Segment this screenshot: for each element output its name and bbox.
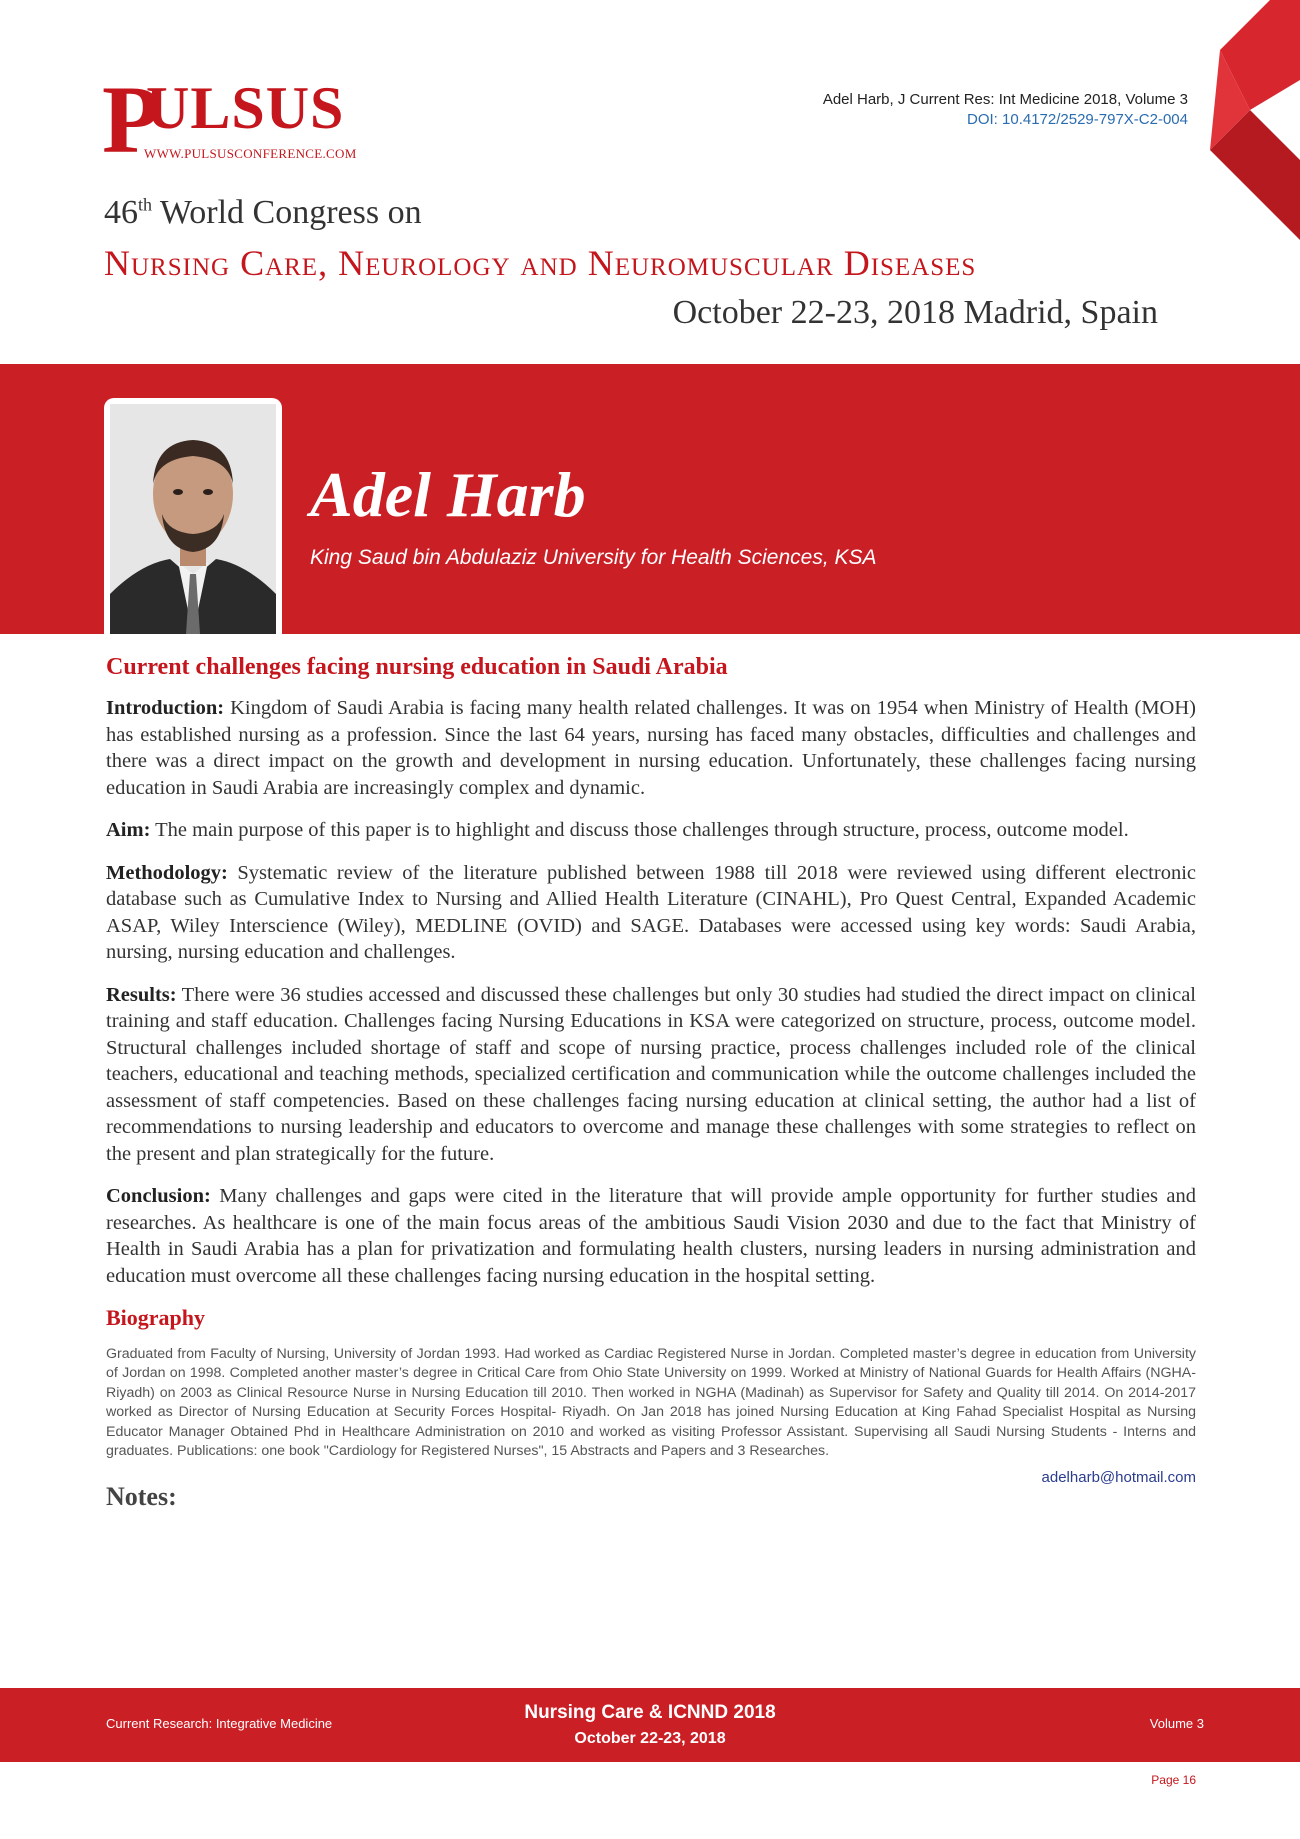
section-label: Conclusion:: [106, 1185, 211, 1207]
logo-url: WWW.PULSUSCONFERENCE.COM: [144, 146, 357, 161]
section-text: The main purpose of this paper is to highlight and discuss those challenges through structure, process, outcome model.: [150, 819, 1129, 841]
notes-heading: Notes:: [106, 1482, 177, 1512]
author-email-link[interactable]: adelharb@hotmail.com: [1041, 1469, 1196, 1487]
congress-topic: Nursing Care, Neurology and Neuromuscular Diseases: [104, 243, 977, 283]
citation-block: [823, 90, 1188, 130]
footer-event: Nursing Care & ICNND 2018: [524, 1702, 776, 1723]
abstract-content: [106, 654, 1196, 1512]
paper-title: Current challenges facing nursing education in Saudi Arabia: [106, 654, 728, 680]
pulsus-logo: [102, 66, 382, 173]
author-affiliation: King Saud bin Abdulaziz University for Health Sciences, KSA: [310, 546, 877, 569]
citation-line: Adel Harb, J Current Res: Int Medicine 2018, Volume 3: [822, 91, 1188, 108]
footer-dates: October 22-23, 2018: [574, 1730, 726, 1747]
biography-heading: Biography: [106, 1305, 206, 1330]
conclusion-paragraph: [106, 1183, 1196, 1289]
logo-initial: P: [102, 66, 161, 173]
section-text: Systematic review of the literature published between 1988 till 2018 were reviewed using different electronic database such as Cumulative Index to Nursing and Allied Health Literature (CINAHL), Pro Quest Central, Expanded Academic ASAP, Wiley Interscience (Wiley), MEDLINE (OVID) and SAGE. Databases were accessed using key words: Saudi Arabia, nursing, nursing education and challenges.: [106, 861, 1196, 963]
page-number: Page 16: [1151, 1773, 1196, 1787]
section-label: Methodology:: [106, 861, 228, 884]
section-text: Many challenges and gaps were cited in the literature that will provide ample opportunity for further studies and researches. As healthcare is one of the main focus areas of the ambitious Saudi Vision 2030 and due to the fact that Ministry of Health in Saudi Arabia has a plan for privatization and formulating health clusters, nursing leaders in nursing administration and education must overcome all these challenges facing nursing education in the hospital setting.: [106, 1185, 1196, 1287]
section-label: Aim:: [106, 819, 151, 841]
methodology-paragraph: [106, 860, 1196, 966]
section-text: Kingdom of Saudi Arabia is facing many health related challenges. It was on 1954 when Ministry of Health (MOH) has established nursing as a profession. Since the last 64 years, nursing has faced many obstacles, difficulties and challenges and there was a direct impact on the growth and development in nursing education. Unfortunately, these challenges facing nursing education in Saudi Arabia are increasingly complex and dynamic.: [106, 697, 1196, 799]
footer-volume: Volume 3: [1149, 1716, 1204, 1731]
congress-title: [104, 194, 422, 232]
section-label: Introduction:: [106, 697, 225, 719]
congress-number-suffix: th: [138, 194, 153, 215]
biography-text: Graduated from Faculty of Nursing, University of Jordan 1993. Had worked as Cardiac Registered Nurse in Jordan. Completed master’s degree in education from University of Jordan on 1998. Completed another master’s degree in Critical Care from Ohio State University on 1999. Worked at Ministry of National Guards for Health Affairs (NGHA-Riyadh) on 2003 as Clinical Resource Nurse in Nursing Education till 2010. Then worked in NGHA (Madinah) as Supervisor for Safety and Quality till 2014. On 2014-2017 worked as Director of Nursing Education at Security Forces Hospital- Riyadh. On Jan 2018 has joined Nursing Education at King Fahad Specialist Hospital as Nursing Educator Manager Obtained Phd in Healthcare Administration on 2010 and worked as visiting Professor Assistant. Supervising all Saudi Nursing Students - Interns and graduates. Publications: one book "Cardiology for Registered Nurses", 15 Abstracts and Papers and 3 Researches.: [106, 1346, 1196, 1460]
corner-ribbon-icon: [1190, 0, 1300, 240]
author-photo: [110, 404, 276, 634]
logo-wordmark: ULSUS: [146, 75, 345, 141]
aim-paragraph: [106, 817, 1196, 844]
results-paragraph: [106, 982, 1196, 1168]
congress-number: 46: [104, 194, 138, 231]
author-portrait-icon: [110, 404, 276, 634]
author-name: Adel Harb: [310, 459, 586, 530]
congress-dates-place: October 22-23, 2018 Madrid, Spain: [672, 294, 1158, 331]
congress-title-text: World Congress on: [152, 194, 422, 231]
doi-link[interactable]: DOI: 10.4172/2529-797X-C2-004: [967, 111, 1188, 128]
footer-journal: Current Research: Integrative Medicine: [106, 1716, 333, 1731]
section-label: Results:: [106, 983, 177, 1006]
section-text: There were 36 studies accessed and discussed these challenges but only 30 studies had studied the direct impact on clinical training and staff education. Challenges facing Nursing Educations in KSA were categorized on structure, process, outcome model. Structural challenges included shortage of staff and scope of nursing practice, process challenges included role of the clinical teachers, educational and teaching methods, specialized certification and communication while the outcome challenges included the assessment of staff competencies. Based on these challenges facing nursing education at clinical setting, the author had a list of recommendations to nursing leadership and educators to overcome and manage these challenges with some strategies to reflect on the present and plan strategically for the future.: [106, 983, 1196, 1165]
introduction-paragraph: [106, 695, 1196, 801]
